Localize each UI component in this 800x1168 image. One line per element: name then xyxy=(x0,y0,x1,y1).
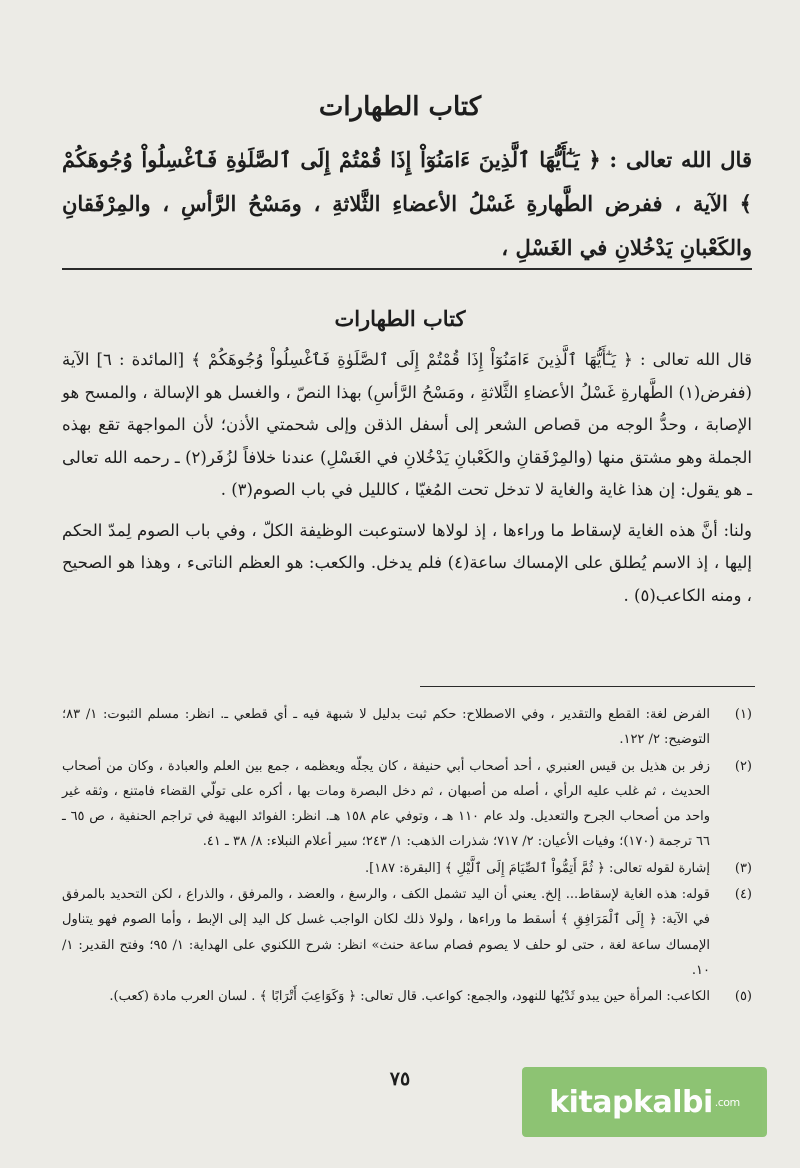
footnote xyxy=(62,702,752,753)
footnote-number: (٥) xyxy=(734,989,752,1005)
footnote-number: (٣) xyxy=(734,860,752,876)
footnote-number: (١) xyxy=(734,707,752,722)
footnote-text: إشارة لقوله تعالى: ﴿ ثُمَّ أَتِمُّواْ ٱلصِّيَامَ إِلَى ٱلَّيْلِ ﴾ [البقرة: ١٨٧]. xyxy=(364,860,710,876)
watermark-suffix: .com xyxy=(714,1095,740,1109)
watermark-text: kitapkalbi xyxy=(549,1084,713,1120)
footnote-divider xyxy=(420,686,755,687)
chapter-title-matn: كتاب الطهارات xyxy=(318,92,482,122)
footnote-text: الكاعب: المرأة حين يبدو ثَدْيُها للنهود، والجمع: كواعب. قال تعالى: ﴿ وَكَوَاعِبَ أَتْرَابًا ﴾ . لسان العرب مادة (كعب). xyxy=(109,989,710,1005)
footnote-text: الفرض لغة: القطع والتقدير ، وفي الاصطلاح: حكم ثبت بدليل لا شبهة فيه ـ أي قطعي ـ. انظر: مسلم الثبوت: ١/ ٨٣؛ التوضيح: ٢/ ١٢٢. xyxy=(62,707,710,748)
footnote-number: (٤) xyxy=(734,887,752,903)
page-number: ٧٥ xyxy=(389,1068,411,1090)
chapter-title-sharh: كتاب الطهارات xyxy=(334,306,466,331)
footnotes xyxy=(62,702,752,1011)
footnote xyxy=(62,882,752,983)
footnote-number: (٢) xyxy=(734,758,752,774)
footnote xyxy=(62,856,752,881)
footnote xyxy=(62,984,752,1009)
matn-text: قال الله تعالى : ﴿ يَـٰٓأَيُّهَا ٱلَّذِينَ ءَامَنُوٓاْ إِذَا قُمْتُمْ إِلَى ٱلصَّلَوٰةِ فَٱغْسِلُواْ وُجُوهَكُمْ ﴾ الآية ، ففرض الطَّهارةِ غَسْلُ الأعضاءِ الثَّلاثةِ ، ومَسْحُ الرَّأسِ ، والمِرْفَقانِ والكَعْبانِ يَدْخُلانِ في الغَسْلِ ، xyxy=(62,147,752,260)
watermark-logo xyxy=(522,1067,767,1137)
matn-divider xyxy=(62,268,752,270)
sharh-body xyxy=(62,344,752,620)
sharh-paragraph: ولنا: أنَّ هذه الغاية لإسقاط ما وراءها ، إذ لولاها لاستوعبت الوظيفة الكلّ ، وفي باب الصوم لِمدّ الحكم إليها ، إذ الاسم يُطلق على الإمساك ساعة(٤) فلم يدخل. والكعب: هو العظم الناتىء ، وهذا هو الصحيح ، ومنه الكاعب(٥) . xyxy=(62,520,752,605)
sharh-paragraph: قال الله تعالى : ﴿ يَـٰٓأَيُّهَا ٱلَّذِينَ ءَامَنُوٓاْ إِذَا قُمْتُمْ إِلَى ٱلصَّلَوٰةِ فَٱغْسِلُواْ وُجُوهَكُمْ ﴾ [المائدة : ٦] الآية (ففرض(١) الطَّهارةِ غَسْلُ الأعضاءِ الثَّلاثةِ ، ومَسْحُ الرَّأسِ) بهذا النصّ ، والغسل هو الإسالة ، والمسح هو الإصابة ، وحدُّ الوجه من قصاص الشعر إلى أسفل الذقن وإلى شحمتي الأذن؛ لأن المواجهة تقع بهذه الجملة وهو مشتق منها (والمِرْفَقانِ والكَعْبانِ يَدْخُلانِ في الغَسْلِ) عندنا خلافاً لزُفَر(٢) ـ رحمه الله تعالى ـ هو يقول: إن هذا غاية والغاية لا تدخل تحت المُغيّا ، كالليل في باب الصوم(٣) . xyxy=(62,350,752,499)
footnote-text: زفر بن هذيل بن قيس العنبري ، أحد أصحاب أبي حنيفة ، كان يجلّه ويعظمه ، جمع بين العلم والعبادة ، وكان من أصحاب الحديث ، ثم غلب عليه الرأي ، أصله من أصبهان ، ثم دخل البصرة ومات بها ، أكره على تولّي القضاء فامتنع ، وثقه غير واحد من أصحاب الجرح والتعديل. ولد عام ١١٠ هـ ، وتوفي عام ١٥٨ هـ. انظر: الفوائد البهية في تراجم الحنفية ، ص ٦٥ ـ ٦٦ ترجمة (١٧٠)؛ وفيات الأعيان: ٢/ ٧١٧؛ شذرات الذهب: ١/ ٢٤٣؛ سير أعلام النبلاء: ٨/ ٣٨ ـ ٤١. xyxy=(62,758,711,850)
footnote-text: قوله: هذه الغاية لإسقاط... إلخ. يعني أن اليد تشمل الكف ، والرسغ ، والعضد ، والمرفق ، والذراع ، لكن التحديد بالمرفق في الآية: ﴿ إِلَى ٱلْمَرَافِقِ ﴾ أسقط ما وراءها ، ولولا ذلك لكان الواجب غسل كل اليد إلى الإبط ، وأما الصوم فهو يتناول الإمساك ساعة لغة ، حتى لو حلف لا يصوم فصام ساعة حنث» انظر: شرح اللكنوي على الهداية: ١/ ٩٥؛ وفتح القدير: ١/ ١٠. xyxy=(62,887,710,978)
footnote xyxy=(62,754,752,855)
